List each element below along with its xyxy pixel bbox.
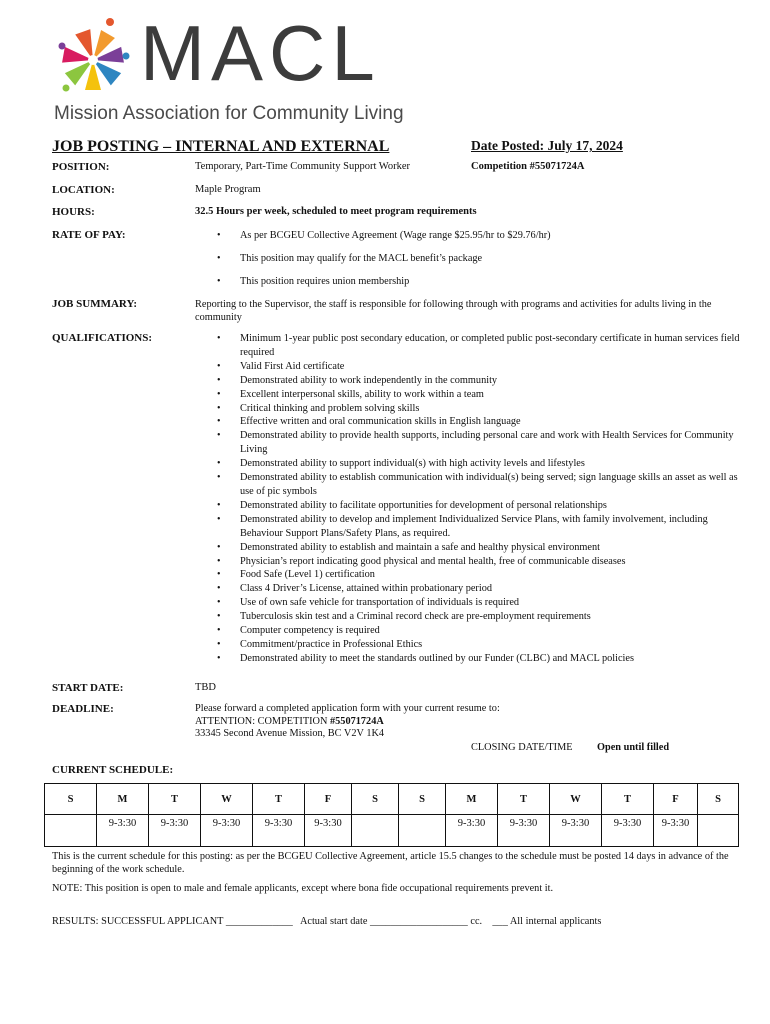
list-item: • Demonstrated ability to establish communication with individual(s) being served; sign language skills an asset as well as use of pic symbols [195, 471, 740, 499]
hours-cell [352, 815, 399, 847]
list-item: • Demonstrated ability to work independently in the community [195, 374, 740, 388]
hours-cell: 9-3:30 [446, 815, 498, 847]
list-item: • Excellent interpersonal skills, ability to work within a team [195, 388, 740, 402]
list-item: • Demonstrated ability to develop and implement Individualized Service Plans, with family involvement, including Behaviour Support Plans/Safety Plans, as required. [195, 513, 740, 541]
rate-list [195, 229, 551, 298]
list-item: • Demonstrated ability to establish and maintain a safe and healthy physical environment [195, 541, 740, 555]
summary-label: JOB SUMMARY: [52, 298, 138, 310]
list-item: • This position requires union membership [195, 275, 551, 298]
list-item: • Tuberculosis skin test and a Criminal record check are pre-employment requirements [195, 610, 740, 624]
rate-label: RATE OF PAY: [52, 229, 126, 241]
logo-wordmark: MACL [140, 9, 381, 97]
list-item: • Computer competency is required [195, 624, 740, 638]
deadline-label: DEADLINE: [52, 703, 114, 715]
hours-cell: 9-3:30 [305, 815, 352, 847]
list-item: • Commitment/practice in Professional Ethics [195, 638, 740, 652]
day-header: S [698, 784, 739, 815]
location-value: Maple Program [195, 184, 261, 195]
hours-cell: 9-3:30 [253, 815, 305, 847]
list-item: • Valid First Aid certificate [195, 360, 740, 374]
schedule-note: This is the current schedule for this posting: as per the BCGEU Collective Agreement, article 15.5 changes to the schedule must be posted 14 days in advance of the beginning of the work schedule. [52, 851, 729, 875]
list-item: • Minimum 1-year public post secondary education, or completed public post-secondary certificate in human services field required [195, 332, 740, 360]
position-label: POSITION: [52, 161, 110, 173]
hours-cell: 9-3:30 [550, 815, 602, 847]
qualifications-label: QUALIFICATIONS: [52, 332, 153, 344]
day-header: F [305, 784, 352, 815]
list-item: • Demonstrated ability to facilitate opportunities for development of personal relationships [195, 499, 740, 513]
schedule-hours-row [45, 815, 739, 847]
attention-competition: #55071724A [330, 715, 384, 727]
day-header: S [45, 784, 97, 815]
competition-number: Competition #55071724A [471, 161, 585, 172]
deadline-attention [195, 716, 500, 729]
hours-cell: 9-3:30 [602, 815, 654, 847]
list-item: • Demonstrated ability to meet the standards outlined by our Funder (CLBC) and MACL policies [195, 652, 740, 666]
day-header: T [602, 784, 654, 815]
macl-logo-icon [52, 16, 134, 98]
hours-cell [45, 815, 97, 847]
closing-value: Open until filled [597, 742, 670, 753]
day-header: W [201, 784, 253, 815]
list-item: • Demonstrated ability to support individual(s) with high activity levels and lifestyles [195, 457, 740, 471]
closing-label: CLOSING DATE/TIME [471, 742, 573, 753]
date-posted: Date Posted: July 17, 2024 [471, 138, 623, 153]
hours-cell: 9-3:30 [498, 815, 550, 847]
position-value: Temporary, Part-Time Community Support Worker [195, 161, 411, 172]
list-item: • This position may qualify for the MACL benefit’s package [195, 252, 551, 275]
location-label: LOCATION: [52, 184, 115, 196]
day-header: T [149, 784, 201, 815]
hours-cell [698, 815, 739, 847]
schedule-days-row [45, 784, 739, 815]
hours-label: HOURS: [52, 206, 95, 218]
deadline-instructions: Please forward a completed application form with your current resume to: [195, 703, 500, 714]
list-item: • Effective written and oral communication skills in English language [195, 415, 740, 429]
day-header: F [654, 784, 698, 815]
hours-cell: 9-3:30 [149, 815, 201, 847]
hours-cell: 9-3:30 [654, 815, 698, 847]
schedule-table [44, 783, 739, 847]
hours-cell: 9-3:30 [201, 815, 253, 847]
mailing-address: 33345 Second Avenue Mission, BC V2V 1K4 [195, 728, 385, 739]
hours-value: 32.5 Hours per week, scheduled to meet program requirements [195, 206, 477, 217]
logo-subtitle: Mission Association for Community Living [54, 103, 404, 124]
day-header: M [97, 784, 149, 815]
schedule-label: CURRENT SCHEDULE: [52, 764, 174, 776]
list-item: • As per BCGEU Collective Agreement (Wage range $25.95/hr to $29.76/hr) [195, 229, 551, 252]
results-line: RESULTS: SUCCESSFUL APPLICANT _____________ Actual start date ___________________ cc. ___ All internal applicants [52, 916, 602, 927]
list-item: • Class 4 Driver’s License, attained within probationary period [195, 582, 740, 596]
list-item: • Use of own safe vehicle for transportation of individuals is required [195, 596, 740, 610]
hours-cell [399, 815, 446, 847]
list-item: • Demonstrated ability to provide health supports, including personal care and work with Health Services for Community Living [195, 429, 740, 457]
day-header: T [253, 784, 305, 815]
deadline-block [195, 703, 500, 741]
attention-label: ATTENTION: COMPETITION [195, 715, 330, 727]
day-header: M [446, 784, 498, 815]
list-item: • Food Safe (Level 1) certification [195, 568, 740, 582]
start-date-label: START DATE: [52, 682, 124, 694]
day-header: T [498, 784, 550, 815]
list-item: • Physician’s report indicating good physical and mental health, free of communicable diseases [195, 555, 740, 569]
qualifications-list [195, 332, 740, 666]
summary-value: Reporting to the Supervisor, the staff is responsible for following through with programs and activities for adults living in the community [195, 299, 712, 323]
equity-note: NOTE: This position is open to male and female applicants, except where bona fide occupational requirements prevent it. [52, 883, 554, 894]
hours-cell: 9-3:30 [97, 815, 149, 847]
posting-title: JOB POSTING – INTERNAL AND EXTERNAL [52, 138, 390, 155]
list-item: • Critical thinking and problem solving skills [195, 402, 740, 416]
day-header: S [399, 784, 446, 815]
day-header: S [352, 784, 399, 815]
start-date-value: TBD [195, 682, 216, 693]
day-header: W [550, 784, 602, 815]
